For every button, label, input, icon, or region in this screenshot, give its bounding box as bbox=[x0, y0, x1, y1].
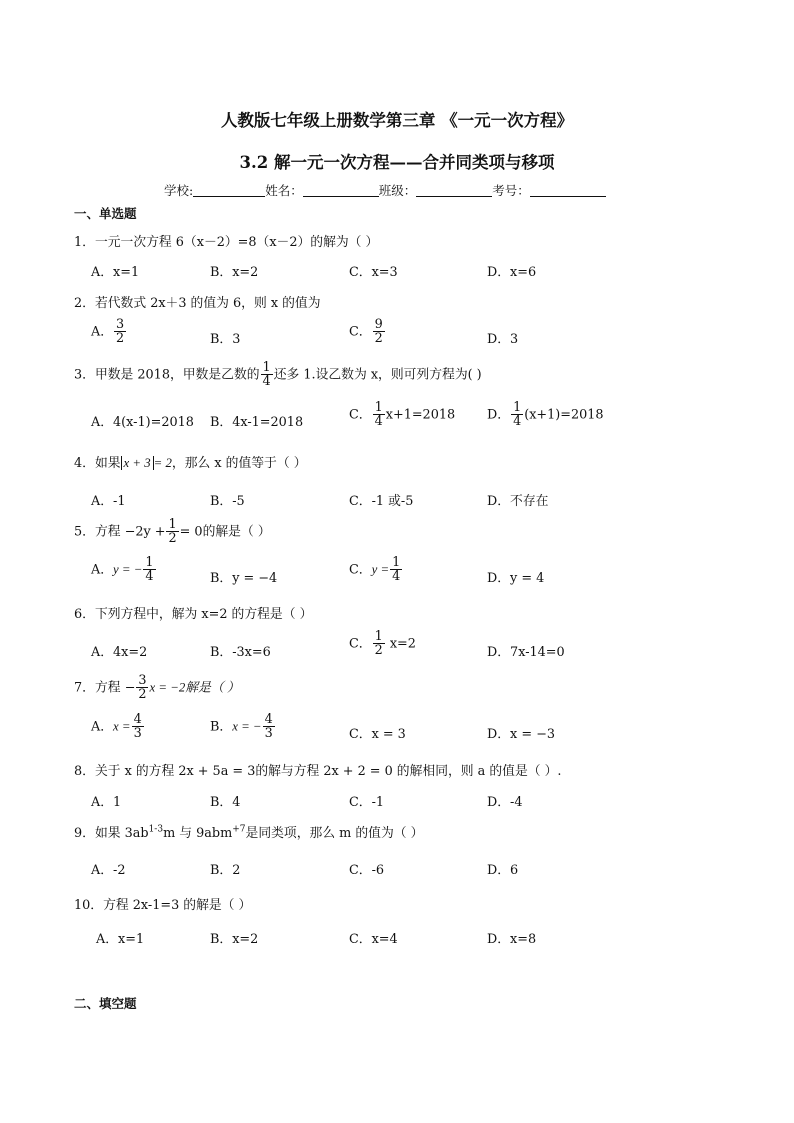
question-8: 8．关于 x 的方程 2x + 5a = 3的解与方程 2x + 2 = 0 的解相同，则 a 的值是（ ）. bbox=[74, 764, 562, 779]
q5-option-b[interactable]: B．y = −4 bbox=[210, 571, 278, 586]
q5-stem-pre: 5．方程 −2y + bbox=[74, 524, 166, 540]
q4-option-d[interactable]: D．不存在 bbox=[487, 494, 549, 509]
q2-a-num: 3 bbox=[116, 317, 125, 332]
q9-exponent-2: +7 bbox=[232, 824, 246, 835]
q5-stem-fraction bbox=[166, 518, 178, 546]
q2-option-a[interactable] bbox=[91, 318, 127, 346]
q2-c-num: 9 bbox=[374, 317, 383, 332]
question-9 bbox=[74, 822, 423, 841]
q4-stem-post: ，那么 x 的值等于（ ） bbox=[171, 456, 307, 471]
q3-stem-num: 1 bbox=[262, 360, 271, 375]
question-4 bbox=[74, 452, 307, 471]
q5-option-a[interactable] bbox=[91, 556, 157, 584]
question-1: 1．一元一次方程 6（x－2）=8（x－2）的解为（ ） bbox=[74, 235, 379, 250]
q8-option-c[interactable]: C．-1 bbox=[349, 795, 385, 810]
q1-option-b[interactable]: B．x=2 bbox=[210, 265, 259, 280]
q7-option-a[interactable] bbox=[91, 713, 145, 741]
question-2: 2．若代数式 2x＋3 的值为 6，则 x 的值为 bbox=[74, 296, 321, 311]
section-single-choice: 一、单选题 bbox=[74, 206, 137, 221]
school-field[interactable] bbox=[193, 183, 265, 197]
q5-option-c[interactable] bbox=[349, 556, 403, 584]
q3-stem-fraction bbox=[261, 361, 273, 389]
q2-c-fraction bbox=[373, 318, 385, 346]
q2-a-label: A． bbox=[91, 324, 114, 340]
question-7 bbox=[74, 674, 240, 702]
q3-stem-den: 4 bbox=[262, 374, 271, 390]
q4-option-b[interactable]: B．-5 bbox=[210, 494, 245, 509]
q5-a-pre: y = − bbox=[113, 562, 143, 577]
q6-c-post: x=2 bbox=[389, 636, 416, 652]
q4-stem-eq: = 2 bbox=[153, 456, 172, 470]
q5-c-pre: y = bbox=[371, 562, 390, 577]
q6-c-den: 2 bbox=[374, 643, 383, 659]
q6-c-num: 1 bbox=[374, 629, 383, 644]
q7-option-d[interactable]: D．x = −3 bbox=[487, 727, 555, 742]
q3-d-post: (x+1)=2018 bbox=[524, 407, 604, 423]
q7-b-den: 3 bbox=[264, 726, 273, 742]
class-label: 班级： bbox=[378, 183, 417, 198]
q7-a-fraction bbox=[132, 713, 144, 741]
q6-option-b[interactable]: B．-3x=6 bbox=[210, 645, 271, 660]
q9-option-d[interactable]: D．6 bbox=[487, 863, 519, 878]
section-fill-blank: 二、填空题 bbox=[74, 996, 137, 1011]
q7-stem-num: 3 bbox=[138, 673, 147, 688]
q10-option-b[interactable]: B．x=2 bbox=[210, 932, 259, 947]
q2-a-den: 2 bbox=[116, 331, 125, 347]
q6-option-d[interactable]: D．7x-14=0 bbox=[487, 645, 565, 660]
question-6: 6．下列方程中，解为 x=2 的方程是（ ） bbox=[74, 607, 313, 622]
question-5 bbox=[74, 518, 271, 546]
q10-option-d[interactable]: D．x=8 bbox=[487, 932, 537, 947]
q7-b-label: B． bbox=[210, 719, 233, 735]
q2-option-b[interactable]: B．3 bbox=[210, 332, 241, 347]
q5-option-d[interactable]: D．y = 4 bbox=[487, 571, 545, 586]
q4-option-c[interactable]: C．-1 或-5 bbox=[349, 494, 414, 509]
q8-option-b[interactable]: B．4 bbox=[210, 795, 241, 810]
q2-option-d[interactable]: D．3 bbox=[487, 332, 519, 347]
page-subtitle: 3.2 解一元一次方程——合并同类项与移项 bbox=[239, 153, 555, 172]
q1-option-d[interactable]: D．x=6 bbox=[487, 265, 537, 280]
q5-c-num: 1 bbox=[392, 555, 401, 570]
q4-option-a[interactable]: A．-1 bbox=[91, 494, 126, 509]
q7-stem-fraction bbox=[136, 674, 148, 702]
q7-a-label: A． bbox=[91, 719, 114, 735]
school-label: 学校: bbox=[164, 183, 194, 198]
q5-a-label: A． bbox=[91, 562, 114, 578]
q7-a-num: 4 bbox=[133, 712, 142, 727]
question-10: 10．方程 2x-1=3 的解是（ ） bbox=[74, 898, 252, 913]
q7-stem-post: x = −2解是（ ） bbox=[149, 680, 240, 695]
q3-option-b[interactable]: B．4x-1=2018 bbox=[210, 415, 304, 430]
q7-stem-den: 2 bbox=[138, 687, 147, 703]
q3-d-label: D． bbox=[487, 407, 511, 423]
id-field[interactable] bbox=[530, 183, 606, 197]
q8-option-a[interactable]: A．1 bbox=[91, 795, 122, 810]
q6-option-c[interactable] bbox=[349, 630, 416, 658]
q7-b-pre: x = − bbox=[232, 719, 262, 734]
q10-option-a[interactable]: A．x=1 bbox=[96, 932, 145, 947]
q6-c-fraction bbox=[373, 630, 385, 658]
id-label: 考号： bbox=[492, 183, 530, 198]
name-label: 姓名： bbox=[265, 183, 303, 198]
q9-option-c[interactable]: C．-6 bbox=[349, 863, 385, 878]
q5-c-label: C． bbox=[349, 562, 372, 578]
q3-d-den: 4 bbox=[513, 414, 522, 430]
q4-abs-expression: x + 3 bbox=[121, 456, 154, 470]
q5-c-fraction bbox=[390, 556, 402, 584]
q9-stem-mid: m 与 9abm bbox=[163, 826, 233, 841]
q5-stem-num: 1 bbox=[168, 517, 177, 532]
q4-stem-pre: 4．如果 bbox=[74, 456, 121, 471]
q7-b-fraction bbox=[263, 713, 275, 741]
q7-b-num: 4 bbox=[264, 712, 273, 727]
q5-a-fraction bbox=[143, 556, 155, 584]
q10-option-c[interactable]: C．x=4 bbox=[349, 932, 398, 947]
q1-option-c[interactable]: C．x=3 bbox=[349, 265, 398, 280]
q3-d-num: 1 bbox=[513, 400, 522, 415]
q7-option-c[interactable]: C．x = 3 bbox=[349, 727, 406, 742]
q9-option-b[interactable]: B．2 bbox=[210, 863, 241, 878]
q6-c-label: C． bbox=[349, 636, 372, 652]
q5-a-num: 1 bbox=[145, 555, 154, 570]
q3-stem-post: 还多 1.设乙数为 x，则可列方程为( ) bbox=[273, 367, 482, 383]
q8-option-d[interactable]: D．-4 bbox=[487, 795, 523, 810]
q9-exponent-1: 1-3 bbox=[148, 824, 164, 835]
q5-c-den: 4 bbox=[392, 569, 401, 585]
q2-a-fraction bbox=[114, 318, 126, 346]
q3-d-fraction bbox=[511, 401, 523, 429]
q2-option-c[interactable] bbox=[349, 318, 386, 346]
page-title: 人教版七年级上册数学第三章 《一元一次方程》 bbox=[220, 111, 574, 130]
q3-c-num: 1 bbox=[374, 400, 383, 415]
q3-option-c[interactable] bbox=[349, 401, 455, 429]
q3-c-den: 4 bbox=[374, 414, 383, 430]
q5-a-den: 4 bbox=[145, 569, 154, 585]
q9-stem-pre: 9．如果 3ab bbox=[74, 826, 149, 841]
class-field[interactable] bbox=[416, 183, 492, 197]
q3-stem-pre: 3．甲数是 2018，甲数是乙数的 bbox=[74, 367, 260, 383]
q2-c-den: 2 bbox=[374, 331, 383, 347]
q9-option-a[interactable]: A．-2 bbox=[91, 863, 126, 878]
q5-stem-den: 2 bbox=[168, 531, 177, 547]
q6-option-a[interactable]: A．4x=2 bbox=[91, 645, 148, 660]
q9-stem-post: 是同类项，那么 m 的值为（ ） bbox=[245, 826, 424, 841]
name-field[interactable] bbox=[303, 183, 379, 197]
q5-stem-post: = 0的解是（ ） bbox=[179, 524, 271, 540]
question-3 bbox=[74, 361, 482, 389]
q7-a-pre: x = bbox=[113, 719, 131, 734]
student-info-line bbox=[164, 181, 606, 199]
q1-option-a[interactable]: A．x=1 bbox=[91, 265, 140, 280]
q2-c-label: C． bbox=[349, 324, 372, 340]
q7-option-b[interactable] bbox=[210, 713, 276, 741]
q3-c-label: C． bbox=[349, 407, 372, 423]
q3-option-a[interactable]: A．4(x-1)=2018 bbox=[91, 415, 194, 430]
q3-c-post: x+1=2018 bbox=[385, 407, 456, 423]
q3-option-d[interactable] bbox=[487, 401, 604, 429]
q7-stem-pre: 7．方程 − bbox=[74, 680, 136, 696]
q3-c-fraction bbox=[373, 401, 385, 429]
q7-a-den: 3 bbox=[133, 726, 142, 742]
